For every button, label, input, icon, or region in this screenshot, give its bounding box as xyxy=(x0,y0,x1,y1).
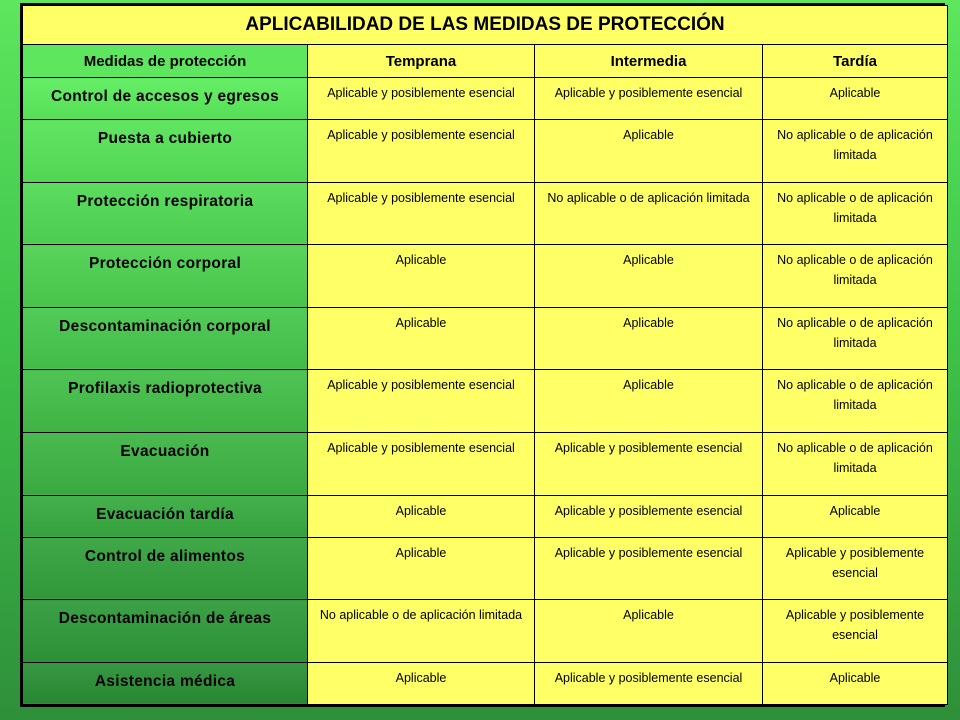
early-cell: Aplicable xyxy=(308,245,535,308)
title-row xyxy=(23,6,948,45)
early-cell: Aplicable y posiblemente esencial xyxy=(308,370,535,433)
measure-name-cell: Protección corporal xyxy=(23,245,308,308)
measure-name-cell: Evacuación tardía xyxy=(23,495,308,537)
intermediate-cell: Aplicable xyxy=(535,120,763,183)
intermediate-cell: Aplicable y posiblemente esencial xyxy=(535,495,763,537)
late-cell: No aplicable o de aplicación limitada xyxy=(763,182,948,245)
late-cell: No aplicable o de aplicación limitada xyxy=(763,120,948,183)
header-measures: Medidas de protección xyxy=(23,45,308,78)
measure-name-cell: Protección respiratoria xyxy=(23,182,308,245)
measure-name-cell: Puesta a cubierto xyxy=(23,120,308,183)
table-row xyxy=(23,662,948,704)
intermediate-cell: Aplicable xyxy=(535,245,763,308)
early-cell: Aplicable y posiblemente esencial xyxy=(308,182,535,245)
late-cell: Aplicable y posiblemente esencial xyxy=(763,537,948,600)
protection-measures-table-frame xyxy=(20,3,945,707)
early-cell: No aplicable o de aplicación limitada xyxy=(308,600,535,663)
intermediate-cell: No aplicable o de aplicación limitada xyxy=(535,182,763,245)
table-row xyxy=(23,182,948,245)
header-intermediate: Intermedia xyxy=(535,45,763,78)
late-cell: No aplicable o de aplicación limitada xyxy=(763,245,948,308)
late-cell: No aplicable o de aplicación limitada xyxy=(763,307,948,370)
late-cell: No aplicable o de aplicación limitada xyxy=(763,370,948,433)
early-cell: Aplicable xyxy=(308,537,535,600)
early-cell: Aplicable xyxy=(308,662,535,704)
table-row xyxy=(23,495,948,537)
late-cell: Aplicable xyxy=(763,662,948,704)
late-cell: Aplicable xyxy=(763,78,948,120)
table-row xyxy=(23,432,948,495)
header-late: Tardía xyxy=(763,45,948,78)
intermediate-cell: Aplicable y posiblemente esencial xyxy=(535,537,763,600)
protection-measures-table xyxy=(22,5,948,705)
measure-name-cell: Asistencia médica xyxy=(23,662,308,704)
header-early: Temprana xyxy=(308,45,535,78)
intermediate-cell: Aplicable y posiblemente esencial xyxy=(535,78,763,120)
table-title: APLICABILIDAD DE LAS MEDIDAS DE PROTECCIÓN xyxy=(23,6,948,45)
late-cell: No aplicable o de aplicación limitada xyxy=(763,432,948,495)
measure-name-cell: Profilaxis radioprotectiva xyxy=(23,370,308,433)
table-row xyxy=(23,120,948,183)
measure-name-cell: Evacuación xyxy=(23,432,308,495)
table-row xyxy=(23,245,948,308)
table-row xyxy=(23,370,948,433)
intermediate-cell: Aplicable xyxy=(535,370,763,433)
intermediate-cell: Aplicable xyxy=(535,307,763,370)
late-cell: Aplicable y posiblemente esencial xyxy=(763,600,948,663)
table-row xyxy=(23,537,948,600)
early-cell: Aplicable y posiblemente esencial xyxy=(308,120,535,183)
measure-name-cell: Descontaminación corporal xyxy=(23,307,308,370)
late-cell: Aplicable xyxy=(763,495,948,537)
table-row xyxy=(23,78,948,120)
table-row xyxy=(23,307,948,370)
measure-name-cell: Control de accesos y egresos xyxy=(23,78,308,120)
measure-name-cell: Control de alimentos xyxy=(23,537,308,600)
intermediate-cell: Aplicable y posiblemente esencial xyxy=(535,432,763,495)
header-row xyxy=(23,45,948,78)
early-cell: Aplicable y posiblemente esencial xyxy=(308,432,535,495)
early-cell: Aplicable y posiblemente esencial xyxy=(308,78,535,120)
measure-name-cell: Descontaminación de áreas xyxy=(23,600,308,663)
intermediate-cell: Aplicable xyxy=(535,600,763,663)
intermediate-cell: Aplicable y posiblemente esencial xyxy=(535,662,763,704)
early-cell: Aplicable xyxy=(308,307,535,370)
early-cell: Aplicable xyxy=(308,495,535,537)
table-row xyxy=(23,600,948,663)
